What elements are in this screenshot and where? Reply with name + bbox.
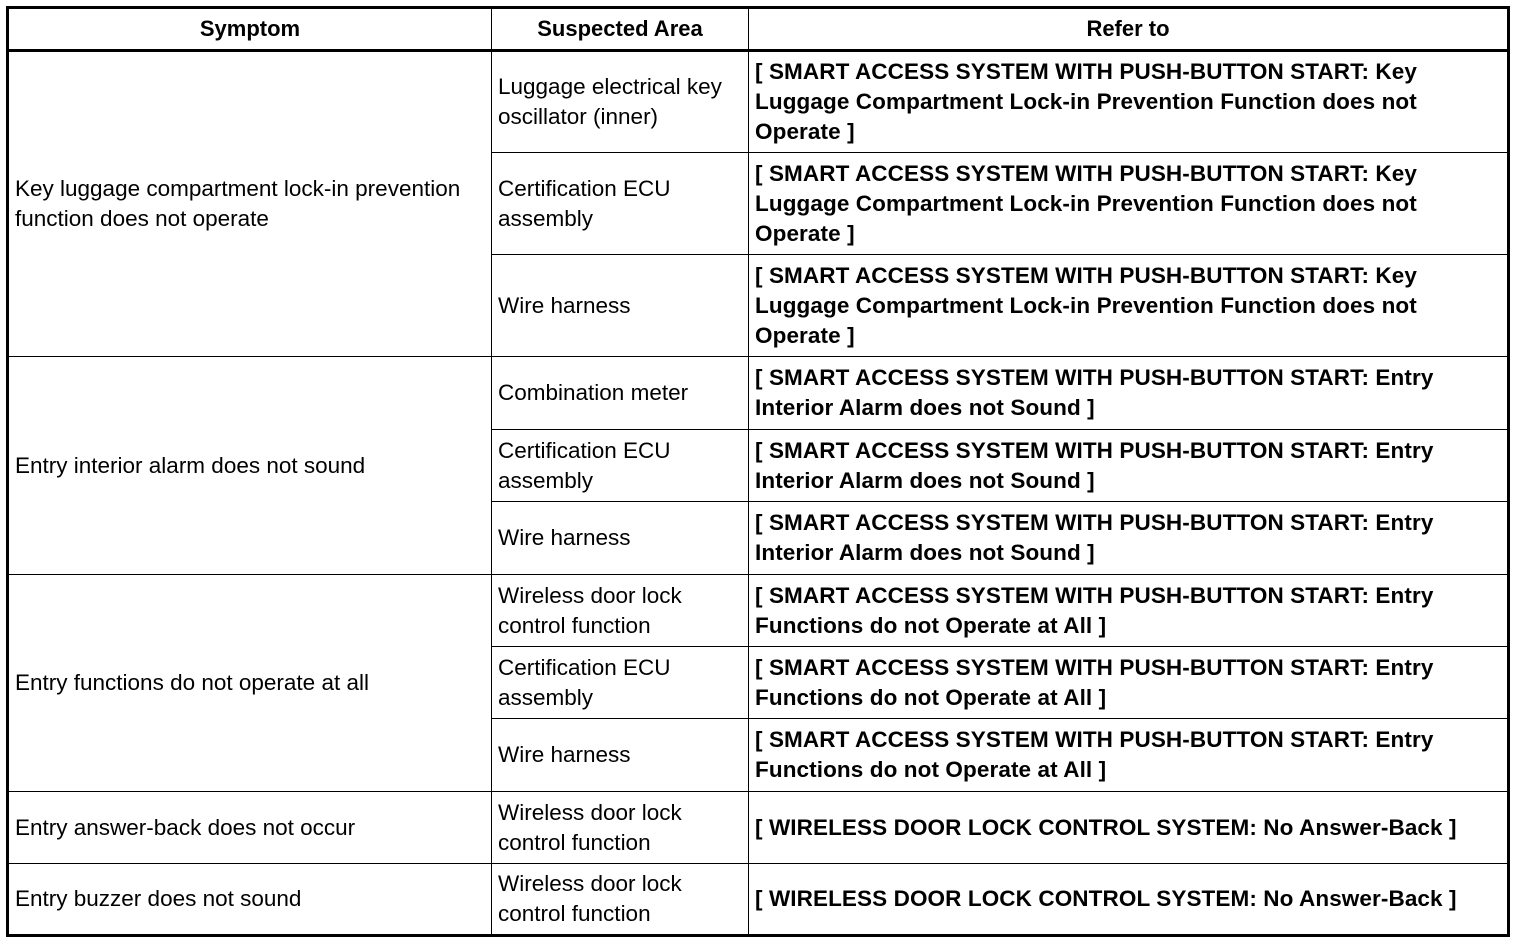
refer-link[interactable]: [ SMART ACCESS SYSTEM WITH PUSH-BUTTON START: Key Luggage Compartment Lock-in Prevention Function does not Operate ] — [749, 255, 1509, 357]
suspected-area-cell: Wire harness — [492, 255, 749, 357]
suspected-area-cell: Wireless door lock control function — [492, 575, 749, 647]
suspected-area-cell: Certification ECU assembly — [492, 153, 749, 255]
suspected-area-cell: Wire harness — [492, 502, 749, 575]
symptom-cell: Entry interior alarm does not sound — [8, 357, 492, 575]
suspected-area-cell: Luggage electrical key oscillator (inner) — [492, 51, 749, 153]
symptom-cell: Key luggage compartment lock-in prevention function does not operate — [8, 51, 492, 357]
table-row — [8, 575, 1509, 647]
refer-link[interactable]: [ SMART ACCESS SYSTEM WITH PUSH-BUTTON START: Key Luggage Compartment Lock-in Prevention Function does not Operate ] — [749, 153, 1509, 255]
refer-link[interactable]: [ SMART ACCESS SYSTEM WITH PUSH-BUTTON START: Entry Functions do not Operate at All ] — [749, 575, 1509, 647]
refer-link[interactable]: [ SMART ACCESS SYSTEM WITH PUSH-BUTTON START: Key Luggage Compartment Lock-in Prevention Function does not Operate ] — [749, 51, 1509, 153]
refer-link[interactable]: [ WIRELESS DOOR LOCK CONTROL SYSTEM: No Answer-Back ] — [749, 792, 1509, 864]
troubleshooting-table — [6, 6, 1510, 937]
refer-link[interactable]: [ SMART ACCESS SYSTEM WITH PUSH-BUTTON START: Entry Interior Alarm does not Sound ] — [749, 430, 1509, 502]
suspected-area-cell: Combination meter — [492, 357, 749, 430]
header-suspected-area: Suspected Area — [492, 8, 749, 51]
table-row — [8, 864, 1509, 936]
refer-link[interactable]: [ SMART ACCESS SYSTEM WITH PUSH-BUTTON START: Entry Interior Alarm does not Sound ] — [749, 502, 1509, 575]
table-row — [8, 792, 1509, 864]
symptom-cell: Entry functions do not operate at all — [8, 575, 492, 792]
suspected-area-cell: Wire harness — [492, 719, 749, 792]
refer-link[interactable]: [ WIRELESS DOOR LOCK CONTROL SYSTEM: No Answer-Back ] — [749, 864, 1509, 936]
suspected-area-cell: Certification ECU assembly — [492, 647, 749, 719]
refer-link[interactable]: [ SMART ACCESS SYSTEM WITH PUSH-BUTTON START: Entry Functions do not Operate at All ] — [749, 647, 1509, 719]
symptom-cell: Entry answer-back does not occur — [8, 792, 492, 864]
symptom-cell: Entry buzzer does not sound — [8, 864, 492, 936]
header-symptom: Symptom — [8, 8, 492, 51]
refer-link[interactable]: [ SMART ACCESS SYSTEM WITH PUSH-BUTTON START: Entry Functions do not Operate at All ] — [749, 719, 1509, 792]
suspected-area-cell: Certification ECU assembly — [492, 430, 749, 502]
refer-link[interactable]: [ SMART ACCESS SYSTEM WITH PUSH-BUTTON START: Entry Interior Alarm does not Sound ] — [749, 357, 1509, 430]
suspected-area-cell: Wireless door lock control function — [492, 792, 749, 864]
header-row — [8, 8, 1509, 51]
table-row — [8, 51, 1509, 153]
header-refer-to: Refer to — [749, 8, 1509, 51]
table-row — [8, 357, 1509, 430]
suspected-area-cell: Wireless door lock control function — [492, 864, 749, 936]
